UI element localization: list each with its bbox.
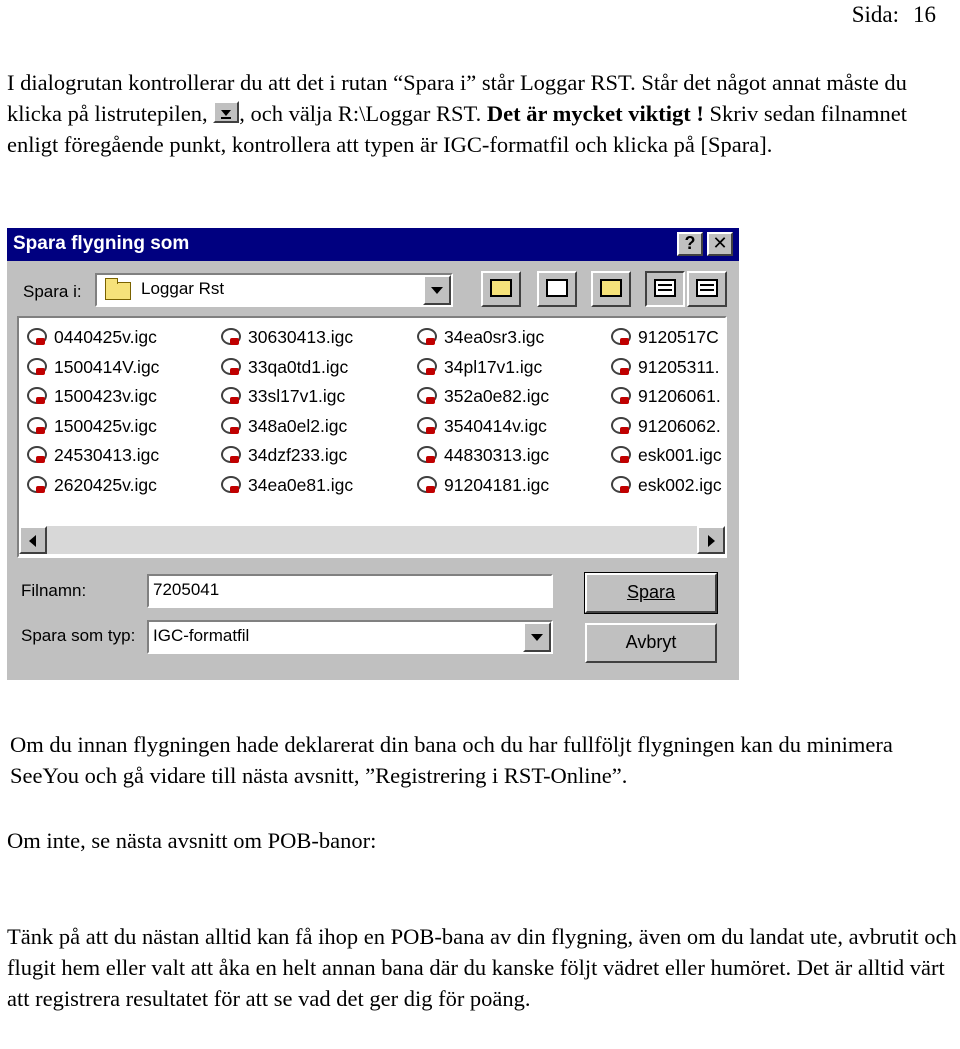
desktop-button[interactable] bbox=[537, 271, 577, 307]
paragraph-2: Om du innan flygningen hade deklarerat din bana och du har fullföljt flygningen kan du minimera SeeYou och gå vidare till nästa avsnitt, ”Registrering i RST-Online”. bbox=[10, 732, 893, 788]
save-button-label: Spara bbox=[626, 582, 676, 602]
filetype-combo[interactable] bbox=[147, 620, 553, 654]
igc-file-icon bbox=[219, 386, 245, 408]
intro-text-3: Skriv sedan filnamnet enligt föregående punkt, kontrollera att typen är IGC-formatfil och klicka på [Spara]. bbox=[7, 101, 907, 157]
details-view-button[interactable] bbox=[687, 271, 727, 307]
file-name: 91206061. bbox=[638, 386, 721, 406]
file-name: 34ea0e81.igc bbox=[248, 474, 354, 495]
file-name: 2620425v.igc bbox=[54, 474, 157, 495]
new-folder-button[interactable] bbox=[591, 271, 631, 307]
igc-file-icon bbox=[415, 445, 441, 467]
dialog-titlebar bbox=[7, 228, 739, 261]
folder-icon bbox=[105, 282, 131, 300]
save-flight-dialog bbox=[7, 228, 739, 680]
igc-file-icon bbox=[609, 416, 635, 438]
igc-file-icon bbox=[219, 327, 245, 349]
igc-file-icon bbox=[219, 416, 245, 438]
igc-file-icon bbox=[25, 445, 51, 467]
filetype-label: Spara som typ: bbox=[21, 626, 136, 645]
intro-text-1: I dialogrutan kontrollerar du att det i rutan “Spara i” står Loggar RST. Står det något annat måste du klicka på listrutepilen, bbox=[7, 70, 907, 126]
intro-text-2: , och välja R:\Loggar RST. bbox=[239, 101, 482, 126]
igc-file-icon bbox=[219, 445, 245, 467]
up-folder-icon bbox=[490, 279, 512, 297]
scroll-right-button[interactable] bbox=[697, 526, 725, 554]
file-name: 33qa0td1.igc bbox=[248, 356, 349, 377]
list-view-icon bbox=[654, 279, 676, 297]
file-name: 91205311. bbox=[638, 356, 720, 377]
dropdown-arrow-icon bbox=[213, 101, 239, 123]
scroll-left-button[interactable] bbox=[19, 526, 47, 554]
help-button[interactable]: ? bbox=[677, 232, 703, 256]
close-button[interactable]: ✕ bbox=[707, 232, 733, 256]
igc-file-icon bbox=[415, 357, 441, 379]
filename-value: 7205041 bbox=[153, 580, 220, 599]
dialog-title: Spara flygning som bbox=[13, 233, 190, 254]
cancel-button-label: Avbryt bbox=[625, 632, 677, 652]
filename-label: Filnamn: bbox=[21, 581, 87, 600]
igc-file-icon bbox=[25, 357, 51, 379]
igc-file-icon bbox=[219, 357, 245, 379]
details-view-icon bbox=[696, 279, 718, 297]
igc-file-icon bbox=[415, 386, 441, 408]
igc-file-icon bbox=[25, 475, 51, 497]
igc-file-icon bbox=[415, 416, 441, 438]
file-name: 348a0el2.igc bbox=[248, 415, 348, 436]
file-name: esk002.igc bbox=[638, 474, 722, 495]
filetype-dropdown-button[interactable] bbox=[523, 622, 551, 652]
intro-paragraph bbox=[7, 67, 957, 160]
file-name: 91204181.igc bbox=[444, 474, 550, 495]
desktop-icon bbox=[546, 279, 568, 297]
save-in-dropdown-button[interactable] bbox=[423, 275, 451, 305]
up-one-level-button[interactable] bbox=[481, 271, 521, 307]
file-name: 1500423v.igc bbox=[54, 386, 157, 406]
file-name: 33sl17v1.igc bbox=[248, 386, 346, 406]
file-name: 1500414V.igc bbox=[54, 356, 160, 377]
file-name: 0440425v.igc bbox=[54, 327, 157, 347]
file-name: 9120517C bbox=[638, 327, 719, 347]
file-name: 34dzf233.igc bbox=[248, 445, 348, 465]
paragraph-3: Om inte, se nästa avsnitt om POB-banor: bbox=[7, 828, 377, 853]
file-name: 3540414v.igc bbox=[444, 415, 547, 436]
igc-file-icon bbox=[219, 475, 245, 497]
new-folder-icon bbox=[600, 279, 622, 297]
file-name: 352a0e82.igc bbox=[444, 386, 550, 406]
file-name: esk001.igc bbox=[638, 445, 722, 465]
igc-file-icon bbox=[415, 327, 441, 349]
igc-file-icon bbox=[609, 327, 635, 349]
filetype-value: IGC-formatfil bbox=[153, 626, 250, 645]
save-in-combo[interactable] bbox=[95, 273, 453, 307]
igc-file-icon bbox=[609, 445, 635, 467]
save-button[interactable] bbox=[585, 573, 717, 613]
save-in-value: Loggar Rst bbox=[141, 279, 225, 298]
file-name: 1500425v.igc bbox=[54, 415, 157, 436]
horizontal-scrollbar[interactable] bbox=[19, 526, 725, 554]
igc-file-icon bbox=[609, 386, 635, 408]
page-number bbox=[852, 2, 936, 28]
igc-file-icon bbox=[25, 416, 51, 438]
file-name: 34ea0sr3.igc bbox=[444, 327, 545, 347]
igc-file-icon bbox=[609, 475, 635, 497]
file-name: 34pl17v1.igc bbox=[444, 356, 543, 377]
igc-file-icon bbox=[609, 357, 635, 379]
file-list[interactable] bbox=[17, 316, 727, 558]
igc-file-icon bbox=[415, 475, 441, 497]
intro-bold: Det är mycket viktigt ! bbox=[486, 101, 704, 126]
igc-file-icon bbox=[25, 386, 51, 408]
file-name: 30630413.igc bbox=[248, 327, 354, 347]
list-view-button[interactable] bbox=[645, 271, 685, 307]
page-label: Sida: bbox=[851, 2, 899, 27]
save-in-label: Spara i: bbox=[23, 282, 82, 301]
page-num: 16 bbox=[913, 2, 936, 27]
file-name: 91206062. bbox=[638, 415, 721, 436]
file-name: 24530413.igc bbox=[54, 445, 160, 465]
cancel-button[interactable] bbox=[585, 623, 717, 663]
filename-input[interactable] bbox=[147, 574, 553, 608]
file-name: 44830313.igc bbox=[444, 445, 550, 465]
igc-file-icon bbox=[25, 327, 51, 349]
paragraph-4: Tänk på att du nästan alltid kan få ihop en POB-bana av din flygning, även om du landat ute, avbrutit och flugit hem eller valt att åka en helt annan bana där du kanske följt vädret eller humöret. Det är alltid värt att registrera resultatet för att se vad det ger dig för poäng. bbox=[7, 924, 957, 1011]
